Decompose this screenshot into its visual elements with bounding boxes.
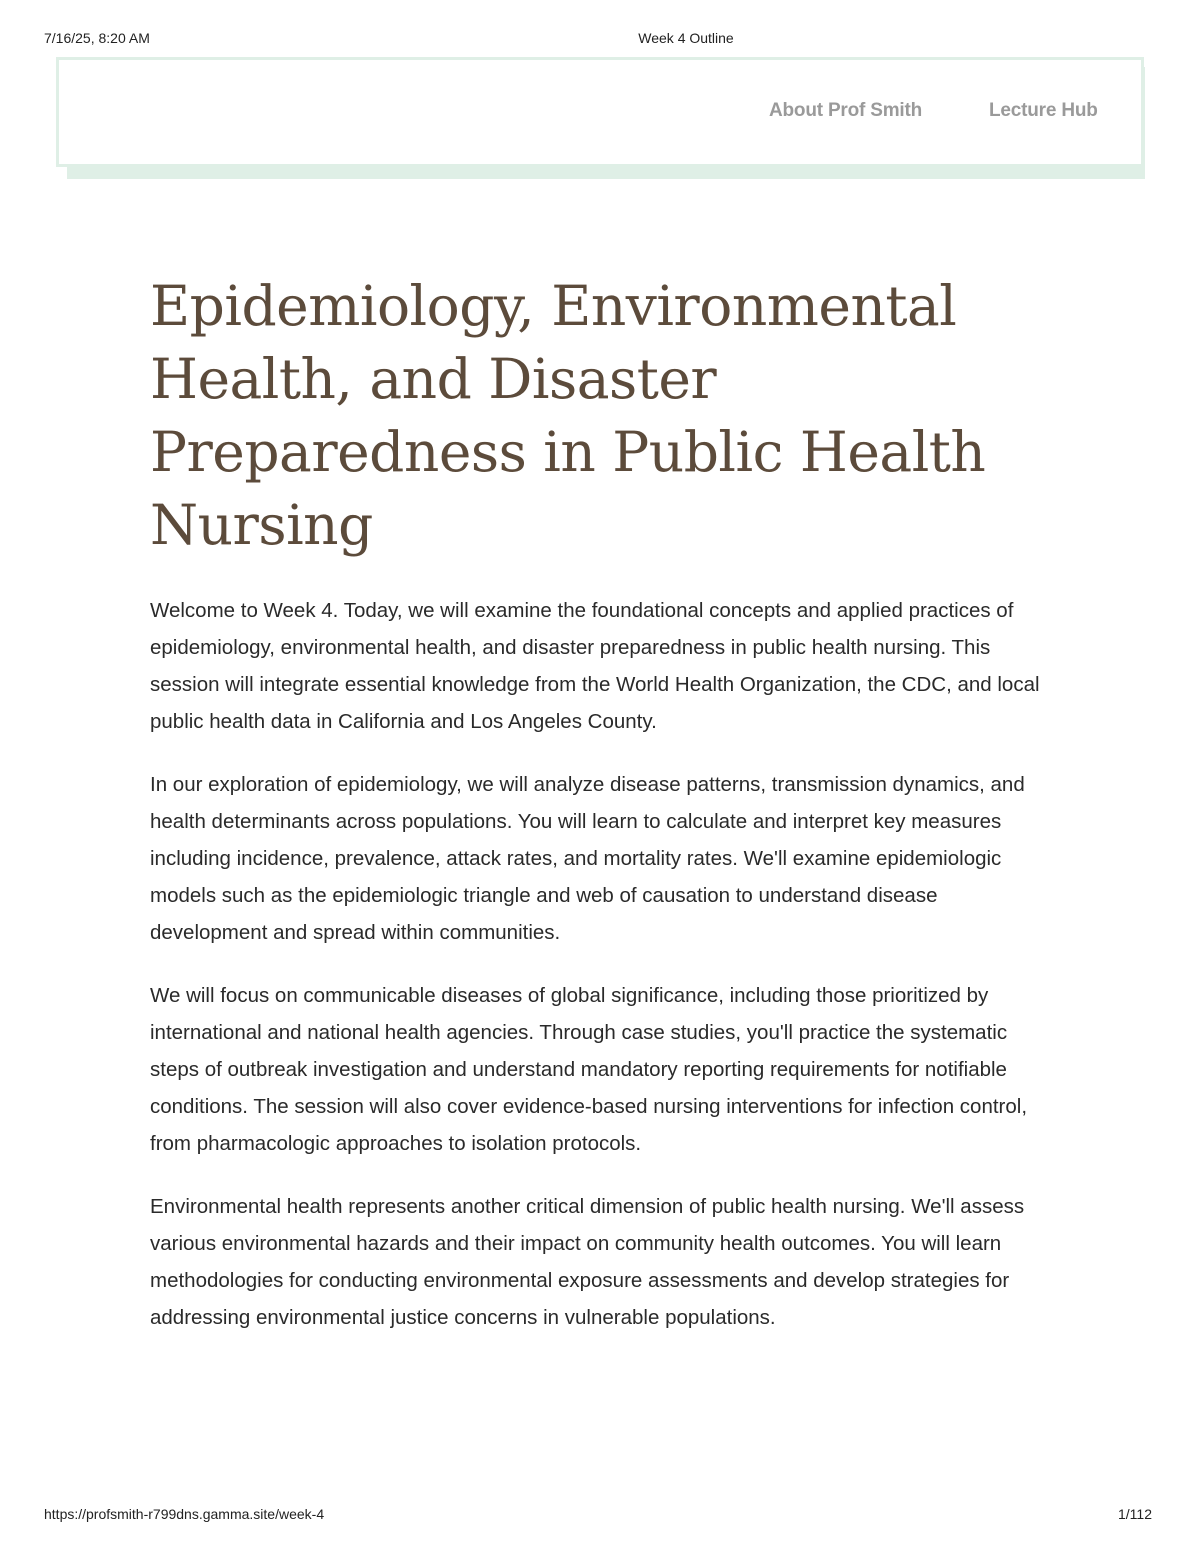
print-title: Week 4 Outline: [638, 30, 734, 46]
print-footer: [0, 1506, 1200, 1526]
page-title: Epidemiology, Environmental Health, and Disaster Preparedness in Public Health Nursing: [150, 274, 986, 557]
print-header: [0, 30, 1200, 50]
main-content: [150, 270, 1055, 1362]
print-date: 7/16/25, 8:20 AM: [44, 30, 150, 46]
communicable-diseases-paragraph: We will focus on communicable diseases of global significance, including those prioritized by international and national health agencies. Through case studies, you'll practice the systematic steps of outbreak investigation and understand mandatory reporting requirements for notifiable conditions. The session will also cover evidence-based nursing interventions for infection control, from pharmacologic approaches to isolation protocols.: [150, 984, 1028, 1155]
print-url: https://profsmith-r799dns.gamma.site/week-4: [44, 1506, 325, 1522]
nav-link-lecture-hub[interactable]: Lecture Hub: [989, 100, 1098, 121]
nav-link-about-prof-smith[interactable]: About Prof Smith: [769, 100, 923, 121]
environmental-health-paragraph: Environmental health represents another critical dimension of public health nursing. We'll assess various environmental hazards and their impact on community health outcomes. You will learn methodologies for conducting environmental exposure assessments and develop strategies for addressing environmental justice concerns in vulnerable populations.: [150, 1195, 1025, 1329]
epidemiology-paragraph: In our exploration of epidemiology, we will analyze disease patterns, transmission dynamics, and health determinants across populations. You will learn to calculate and interpret key measures including incidence, prevalence, attack rates, and mortality rates. We'll examine epidemiologic models such as the epidemiologic triangle and web of causation to understand disease development and spread within communities.: [150, 773, 1025, 944]
navbar: [56, 57, 1144, 167]
intro-paragraph: Welcome to Week 4. Today, we will examine the foundational concepts and applied practices of epidemiology, environmental health, and disaster preparedness in public health nursing. This session will integrate essential knowledge from the World Health Organization, the CDC, and local public health data in California and Los Angeles County.: [150, 599, 1040, 733]
print-page-number: 1/112: [1118, 1506, 1152, 1522]
